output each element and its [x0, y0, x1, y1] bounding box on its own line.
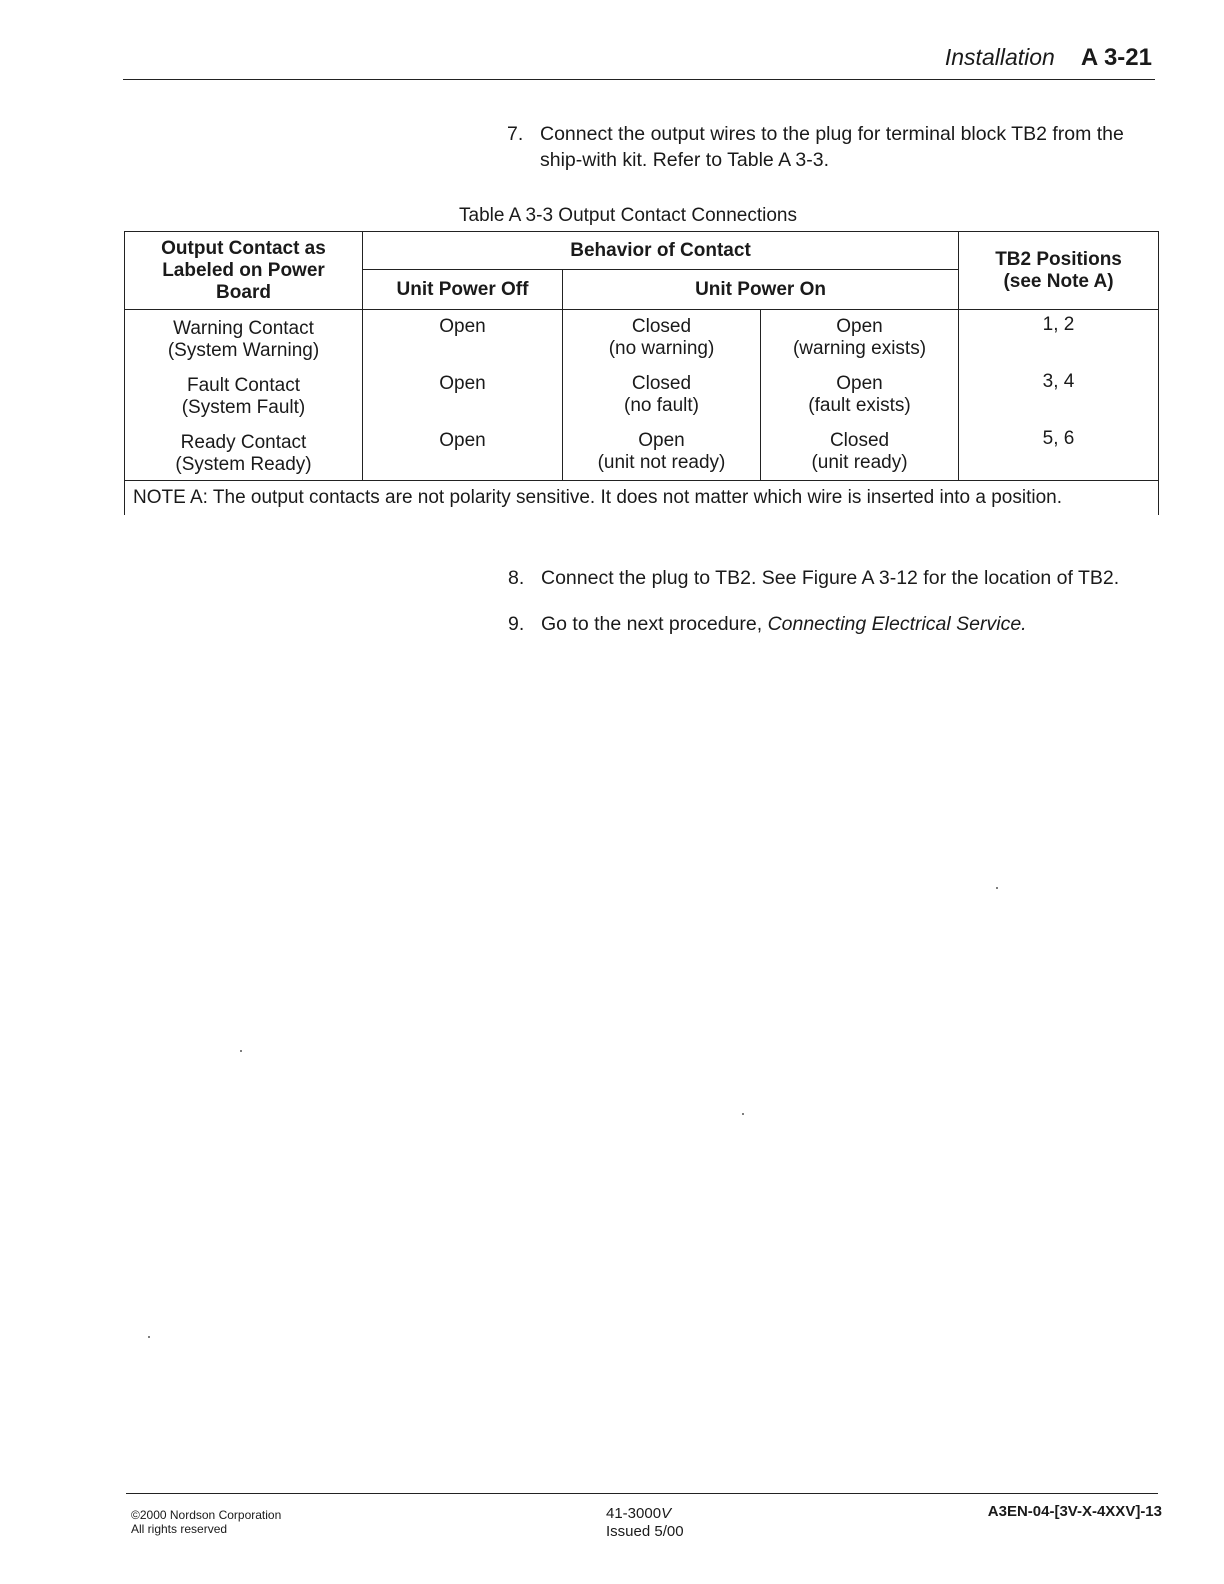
header-behavior: Behavior of Contact [363, 232, 959, 270]
header-rule [123, 79, 1155, 80]
step-text-plain: Go to the next procedure, [541, 613, 768, 635]
cell-line: Warning Contact [173, 318, 314, 339]
step-number: 8. [508, 567, 525, 589]
header-line: Output Contact as [161, 237, 326, 259]
document-version: V [661, 1505, 672, 1522]
cell-contact [125, 424, 363, 481]
cell-tb2-position: 1, 2 [959, 310, 1159, 367]
cell-line: (System Warning) [167, 340, 320, 361]
step-text: Connect the plug to TB2. See Figure A 3-12 for the location of TB2. [541, 567, 1120, 589]
cell-line: (no fault) [624, 394, 699, 416]
cell-line: Fault Contact [187, 374, 300, 396]
cell-line: Open [638, 429, 685, 451]
table-row [125, 367, 1159, 424]
cell-power-on-a [563, 367, 761, 424]
cell-contact [125, 367, 363, 424]
header-line: TB2 Positions [995, 248, 1122, 270]
cell-power-off: Open [363, 424, 563, 481]
copyright-text: ©2000 Nordson Corporation [131, 1508, 282, 1522]
cell-line: (unit ready) [811, 451, 908, 473]
cell-power-on-b [761, 367, 959, 424]
table-caption: Table A 3-3 Output Contact Connections [459, 205, 797, 226]
cell-line: (System Fault) [181, 396, 306, 418]
step-number: 9. [508, 613, 525, 635]
document-number: 41-3000 [606, 1505, 662, 1522]
header-unit-power-off: Unit Power Off [363, 270, 563, 310]
procedure-link-text: Connecting Electrical Service. [767, 613, 1027, 635]
cell-line: Closed [631, 372, 692, 394]
header-tb2-positions [959, 232, 1159, 310]
output-contact-table [124, 231, 1159, 515]
issue-date: Issued 5/00 [606, 1523, 684, 1540]
header-line: (see Note A) [1003, 270, 1114, 292]
scan-speck [240, 1050, 242, 1052]
cell-line: Ready Contact [180, 431, 307, 453]
cell-line: (no warning) [608, 338, 715, 359]
footer-copyright [131, 1508, 281, 1536]
header-line: Board [216, 281, 271, 303]
cell-line: (warning exists) [792, 338, 927, 359]
cell-line: Open [836, 316, 883, 337]
footer-document-info [606, 1505, 684, 1541]
cell-power-on-b [761, 310, 959, 367]
footer-code: A3EN-04-[3V-X-4XXV]-13 [987, 1503, 1162, 1520]
page-number: A 3-21 [1080, 44, 1152, 71]
header-output-contact [125, 232, 363, 310]
cell-line: Open [836, 372, 883, 394]
cell-line: Closed [631, 316, 692, 337]
step-text [540, 121, 1124, 173]
cell-line: (System Ready) [175, 453, 312, 475]
step-number: 7. [507, 123, 524, 145]
table-note: NOTE A: The output contacts are not polarity sensitive. It does not matter which wire is inserted into a position. [125, 481, 1159, 516]
cell-power-off: Open [363, 310, 563, 367]
header-unit-power-on: Unit Power On [563, 270, 959, 310]
step-text-line: Connect the output wires to the plug for terminal block TB2 from the [540, 123, 1124, 145]
cell-line: (unit not ready) [597, 451, 726, 473]
scan-speck [996, 887, 998, 889]
step-text-line: ship-with kit. Refer to Table A 3-3. [540, 149, 830, 171]
table-row [125, 424, 1159, 481]
section-title: Installation [944, 44, 1055, 70]
rights-text: All rights reserved [131, 1522, 228, 1536]
cell-power-on-b [761, 424, 959, 481]
cell-line: (fault exists) [808, 394, 911, 416]
step-text [541, 611, 1027, 637]
table-row [125, 310, 1159, 367]
cell-power-on-a [563, 424, 761, 481]
cell-power-off: Open [363, 367, 563, 424]
page-header [945, 44, 1152, 72]
scan-speck [148, 1336, 150, 1338]
scan-speck [742, 1113, 744, 1115]
cell-contact [125, 310, 363, 367]
footer-rule [126, 1493, 1158, 1494]
header-line: Labeled on Power [162, 259, 325, 281]
cell-tb2-position: 5, 6 [959, 424, 1159, 481]
cell-tb2-position: 3, 4 [959, 367, 1159, 424]
cell-power-on-a [563, 310, 761, 367]
cell-line: Closed [829, 429, 890, 451]
